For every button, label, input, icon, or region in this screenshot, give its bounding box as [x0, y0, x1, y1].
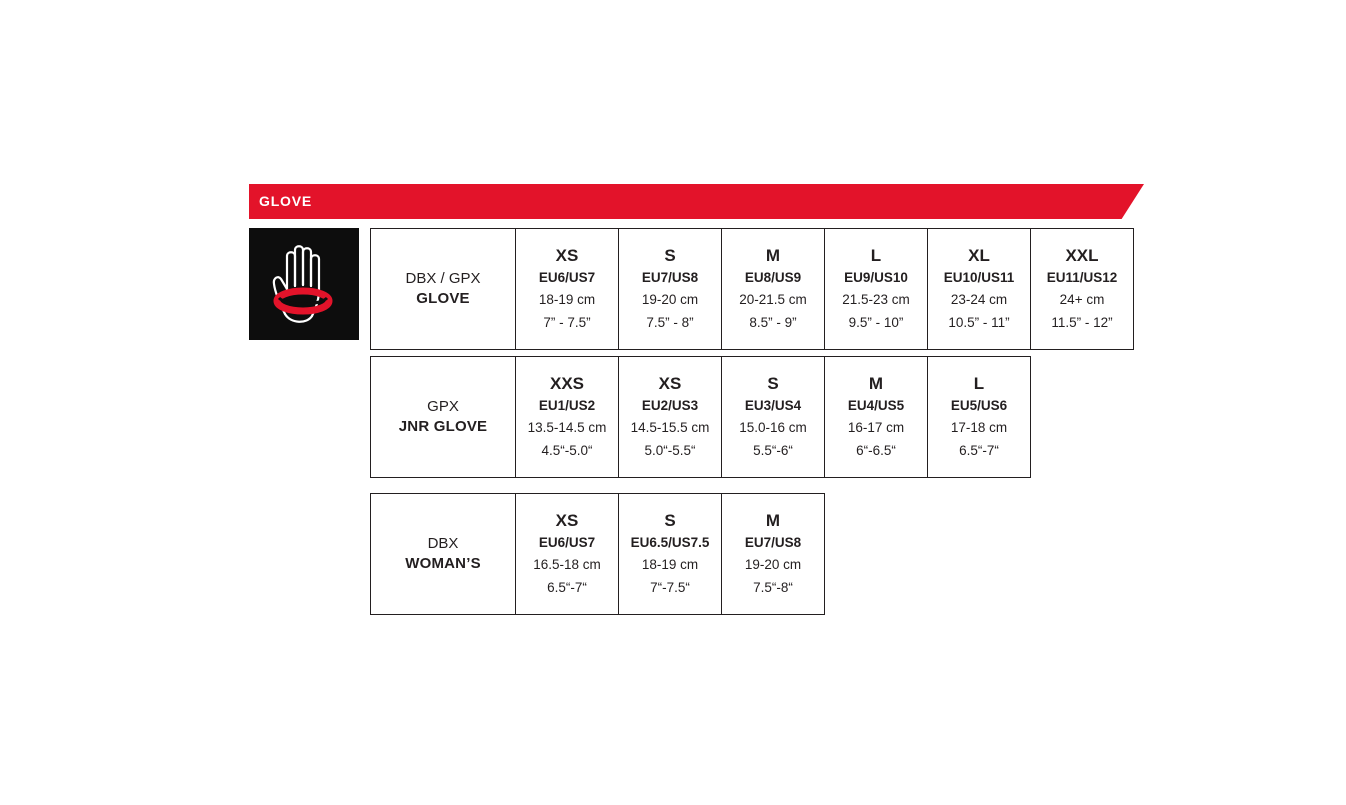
table-label-cell — [371, 357, 516, 478]
size-inch: 7“-7.5“ — [650, 579, 690, 595]
size-column-xxl — [1031, 229, 1134, 350]
size-inch: 7.5” - 8” — [646, 314, 694, 330]
size-column-xxs — [516, 357, 619, 478]
size-label: S — [767, 373, 779, 393]
size-inch: 4.5“-5.0“ — [541, 442, 593, 458]
size-column-m — [722, 494, 825, 615]
table-row — [371, 357, 1031, 478]
size-eu-us: EU5/US6 — [950, 397, 1008, 413]
table-label-bottom: GLOVE — [416, 290, 470, 307]
size-eu-us: EU8/US9 — [744, 269, 802, 285]
table-label-bottom: JNR GLOVE — [398, 418, 488, 435]
table-row — [371, 229, 1134, 350]
table-label-top: GPX — [427, 397, 459, 415]
size-table-womans — [370, 493, 825, 615]
size-column-s — [619, 229, 722, 350]
glove-image-tile — [249, 228, 359, 340]
size-label: S — [664, 510, 676, 530]
size-column-xl — [928, 229, 1031, 350]
glove-section-banner — [249, 184, 1144, 219]
size-cm: 18-19 cm — [538, 292, 596, 308]
size-label: XL — [968, 245, 990, 265]
size-inch: 6.5“-7“ — [547, 579, 587, 595]
size-label: M — [765, 245, 781, 265]
size-label: M — [765, 510, 781, 530]
size-cm: 21.5-23 cm — [842, 292, 910, 308]
size-eu-us: EU6/US7 — [538, 269, 596, 285]
size-cm: 23-24 cm — [950, 292, 1008, 308]
size-inch: 9.5” - 10” — [848, 314, 904, 330]
size-cm: 19-20 cm — [641, 292, 699, 308]
size-cm: 16.5-18 cm — [533, 557, 601, 573]
size-column-l — [825, 229, 928, 350]
size-label: XS — [555, 245, 579, 265]
size-table-jnr-glove — [370, 356, 1031, 478]
size-eu-us: EU1/US2 — [538, 397, 596, 413]
size-inch: 10.5” - 11” — [948, 314, 1010, 330]
size-inch: 6.5“-7“ — [959, 442, 999, 458]
banner-title: GLOVE — [259, 193, 313, 209]
size-column-s — [619, 494, 722, 615]
size-eu-us: EU4/US5 — [847, 397, 905, 413]
table-row — [371, 494, 825, 615]
size-label: L — [870, 245, 882, 265]
size-cm: 13.5-14.5 cm — [527, 420, 607, 436]
size-inch: 6“-6.5“ — [856, 442, 896, 458]
size-table-glove — [370, 228, 1134, 350]
banner-shape — [249, 184, 1144, 219]
size-label: XS — [555, 510, 579, 530]
size-inch: 8.5” - 9” — [749, 314, 797, 330]
size-column-xs — [516, 494, 619, 615]
size-label: M — [868, 373, 884, 393]
table-label-cell — [371, 494, 516, 615]
size-label: XS — [658, 373, 682, 393]
size-eu-us: EU9/US10 — [844, 269, 908, 285]
size-label: XXL — [1065, 245, 1099, 265]
size-eu-us: EU11/US12 — [1046, 269, 1118, 285]
size-cm: 20-21.5 cm — [739, 292, 807, 308]
size-cm: 19-20 cm — [744, 557, 802, 573]
size-column-m — [722, 229, 825, 350]
size-eu-us: EU10/US11 — [943, 269, 1015, 285]
size-inch: 5.5“-6“ — [753, 442, 793, 458]
size-eu-us: EU6.5/US7.5 — [630, 534, 710, 550]
size-inch: 7” - 7.5” — [543, 314, 591, 330]
glove-hand-icon — [249, 228, 359, 340]
size-eu-us: EU7/US8 — [744, 534, 802, 550]
size-label: L — [973, 373, 985, 393]
size-cm: 16-17 cm — [847, 420, 905, 436]
size-cm: 15.0-16 cm — [739, 420, 807, 436]
table-label-bottom: WOMAN’S — [405, 555, 481, 572]
size-cm: 18-19 cm — [641, 557, 699, 573]
table-label-top: DBX / GPX — [405, 269, 481, 287]
size-cm: 17-18 cm — [950, 420, 1008, 436]
size-eu-us: EU2/US3 — [641, 397, 699, 413]
size-inch: 11.5” - 12” — [1051, 314, 1113, 330]
table-label-cell — [371, 229, 516, 350]
size-column-m — [825, 357, 928, 478]
size-cm: 24+ cm — [1059, 292, 1105, 308]
size-inch: 5.0“-5.5“ — [644, 442, 696, 458]
size-label: S — [664, 245, 676, 265]
size-eu-us: EU6/US7 — [538, 534, 596, 550]
size-column-l — [928, 357, 1031, 478]
size-column-s — [722, 357, 825, 478]
size-inch: 7.5“-8“ — [753, 579, 793, 595]
table-label-top: DBX — [427, 534, 459, 552]
size-label: XXS — [549, 373, 585, 393]
size-eu-us: EU3/US4 — [744, 397, 802, 413]
size-column-xs — [516, 229, 619, 350]
size-cm: 14.5-15.5 cm — [630, 420, 710, 436]
size-column-xs — [619, 357, 722, 478]
size-eu-us: EU7/US8 — [641, 269, 699, 285]
